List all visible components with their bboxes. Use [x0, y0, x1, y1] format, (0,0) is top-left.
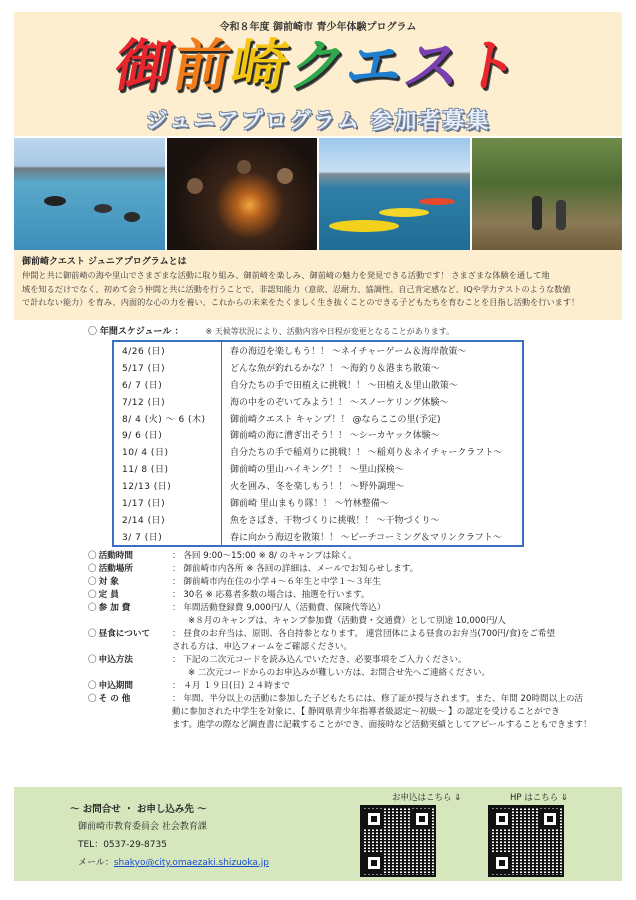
detail-value: ： 年間活動登録費 9,000円/人（活動費、保険代等込） [172, 603, 386, 613]
schedule-row [114, 528, 522, 545]
schedule-event: 御前崎クエスト キャンプ！！ @ならここの里(予定) [230, 414, 441, 425]
schedule-row [114, 460, 522, 477]
page-title [8, 34, 628, 100]
other-cont: 動に参加された中学生を対象に、【 静岡県青少年指導者級認定〜初級〜 】の認定を受けることができ [172, 707, 560, 717]
title-char: ス [398, 34, 469, 99]
campfire-photo [167, 138, 318, 250]
schedule-date: 8/ 4 (火) 〜 6 (木) [114, 410, 222, 427]
detail-label: 〇 そ の 他 [88, 693, 172, 706]
intro-section [14, 250, 622, 320]
title-char: 崎 [225, 34, 296, 99]
detail-label: 〇 対 象 [88, 576, 172, 589]
schedule-event: 春に向かう海辺を散策！！ 〜ビーチコーミング＆マリンクラフト〜 [230, 532, 502, 543]
schedule-row [114, 410, 522, 427]
intro-title: 御前崎クエスト ジュニアプログラムとは [22, 257, 187, 267]
title-char: ク [283, 34, 353, 99]
title-char: 前 [167, 34, 238, 99]
detail-capacity [88, 589, 628, 602]
detail-label: 〇 活動時間 [88, 550, 172, 563]
schedule-date: 4/26 (日) [114, 342, 222, 359]
detail-label: 〇 昼食について [88, 628, 172, 641]
detail-label: 〇 申込方法 [88, 654, 172, 667]
schedule-event: 御前崎の海に漕ぎ出そう！！ 〜シーカヤック体験〜 [230, 431, 440, 442]
schedule-date: 12/13 (日) [114, 477, 222, 494]
mail-label: メール： [78, 858, 114, 868]
apply-qr-code[interactable] [360, 805, 436, 877]
detail-value: ： 下記の二次元コードを読み込んでいただき、必要事項をご入力ください。 [172, 655, 467, 665]
detail-value: ： 30名 ※ 応募者多数の場合は、抽選を行います。 [172, 590, 370, 600]
schedule-event: 御前崎 里山まもり隊！！ 〜竹林整備〜 [230, 498, 389, 509]
other-cont: ます。進学の際など調査書に記載することができ、面接時など活動実績としてアピールすることもできます！ [172, 720, 592, 730]
program-kicker: 令和８年度 御前崎市 青少年体験プログラム [219, 22, 417, 33]
title-char: ト [456, 34, 527, 99]
schedule-event: 御前崎の里山ハイキング！！ 〜里山探検〜 [230, 465, 404, 476]
contact-tel: TEL：0537-29-8735 [78, 840, 167, 850]
details-section [88, 550, 628, 732]
schedule-date: 2/14 (日) [114, 511, 222, 528]
detail-target [88, 576, 628, 589]
detail-deadline [88, 680, 628, 693]
photo-strip [14, 138, 622, 250]
schedule-event: 自分たちの手で稲刈りに挑戦！！ 〜稲刈り＆ネイチャークラフト〜 [230, 448, 503, 459]
detail-apply [88, 654, 628, 667]
detail-value: ： 昼食のお弁当は、原則、各自持参となります。 連営団体による昼食のお弁当(700円/食)をご希望 [172, 629, 556, 639]
schedule-table [112, 340, 524, 547]
detail-value: ： 各回 9:00〜15:00 ※ 8/ のキャンプは除く。 [172, 551, 357, 561]
intro-line: で計れない能力）を育み、内面的な心の力を養い、これからの未来をたくましく生き抜くことのできる子どもたちを育むことを目指し活動を行います！ [22, 297, 580, 307]
kayak-photo [319, 138, 470, 250]
schedule-date: 11/ 8 (日) [114, 460, 222, 477]
detail-label: 〇 参 加 費 [88, 602, 172, 615]
schedule-note: ※ 天候等状況により、活動内容や日程が変更となることがあります。 [205, 327, 455, 336]
contact-footer [14, 787, 622, 881]
header-banner [14, 12, 622, 136]
detail-lunch [88, 628, 628, 641]
detail-time [88, 550, 628, 563]
schedule-row [114, 511, 522, 528]
contact-org: 御前崎市教育委員会 社会教育課 [78, 822, 207, 832]
schedule-event: 春の海辺を楽しもう！！ 〜ネイチャーゲーム＆海岸散策〜 [230, 346, 467, 357]
schedule-event: 火を囲み、冬を楽しもう！！ 〜野外調理〜 [230, 482, 405, 493]
detail-label: 〇 活動場所 [88, 563, 172, 576]
intro-line: 域を知るだけでなく、初めて会う仲間と共に活動を行うことで、非認知能力（意欲、忍耐力、協調性、自己肯定感など、IQや学力テストのような数値 [22, 283, 571, 294]
page-subtitle: ジュニアプログラム 参加者募集 [145, 109, 491, 134]
schedule-row [114, 359, 522, 376]
detail-label: 〇 申込期間 [88, 680, 172, 693]
schedule-row [114, 426, 522, 443]
schedule-event: 自分たちの手で田植えに挑戦！！ 〜田植え＆里山散策〜 [230, 380, 458, 391]
schedule-row [114, 443, 522, 460]
schedule-title: 年間スケジュール ： [99, 327, 184, 337]
schedule-date: 1/17 (日) [114, 494, 222, 511]
schedule-date: 7/12 (日) [114, 393, 222, 410]
hp-qr-code[interactable] [488, 805, 564, 877]
intro-body [22, 269, 614, 310]
title-char: 御 [109, 34, 180, 99]
lunch-cont: される方は、申込フォームをご確認ください。 [172, 642, 353, 652]
apply-qr-label: お申込はこちら ⇓ [392, 793, 462, 803]
detail-fee [88, 602, 628, 615]
title-char: エ [340, 34, 411, 99]
detail-value: ： 御前崎市内在住の小学４〜６年生と中学１〜３年生 [172, 577, 381, 587]
detail-label: 〇 定 員 [88, 589, 172, 602]
contact-heading: 〜 お問合せ ・ お申し込み先 〜 [70, 804, 207, 815]
detail-other [88, 693, 628, 706]
detail-value: ： 年間、半分以上の活動に参加した子どもたちには、修了証が授与されます。また、年間 20時間以上の活 [172, 694, 584, 704]
apply-note: ※ 二次元コードからのお申込みが難しい方は、お問合せ先へご連絡ください。 [188, 668, 491, 678]
snorkeling-photo [14, 138, 165, 250]
fee-note: ※８月のキャンプは、キャンプ参加費（活動費・交通費）として別途 10,000円/人 [188, 616, 506, 626]
schedule-date: 3/ 7 (日) [114, 528, 222, 545]
schedule-heading: 〇 年間スケジュール ： ※ 天候等状況により、活動内容や日程が変更となることがあります。 [88, 327, 455, 337]
email-link[interactable]: shakyo@city.omaezaki.shizuoka.jp [113, 858, 269, 868]
schedule-event: 海の中をのぞいてみよう！！ 〜スノーケリング体験〜 [230, 397, 449, 408]
schedule-row [114, 494, 522, 511]
schedule-date: 6/ 7 (日) [114, 376, 222, 393]
schedule-date: 10/ 4 (日) [114, 443, 222, 460]
schedule-event: 魚をさばき、干物づくりに挑戦！！ 〜干物づくり〜 [230, 515, 440, 526]
schedule-date: 5/17 (日) [114, 359, 222, 376]
schedule-event: どんな魚が釣れるかな？！ 〜海釣り＆港まち散策〜 [230, 363, 440, 374]
schedule-row [114, 477, 522, 494]
hp-qr-label: HP はこちら ⇓ [510, 793, 569, 803]
intro-line: 仲間と共に御前崎の海や里山でさまざまな活動に取り組み、御前崎を楽しみ、御前崎の魅力を発見できる活動です！ さまざまな体験を通して地 [22, 270, 550, 280]
detail-value: ： 御前崎市内各所 ※ 各回の詳細は、メールでお知らせします。 [172, 564, 419, 574]
schedule-date: 9/ 6 (日) [114, 426, 222, 443]
forest-photo [472, 138, 623, 250]
schedule-row [114, 393, 522, 410]
schedule-row [114, 376, 522, 393]
contact-mail-row [78, 855, 269, 868]
detail-value: ： ４月 １９日(日) ２４時まで [172, 681, 291, 691]
schedule-row [114, 342, 522, 359]
detail-place [88, 563, 628, 576]
